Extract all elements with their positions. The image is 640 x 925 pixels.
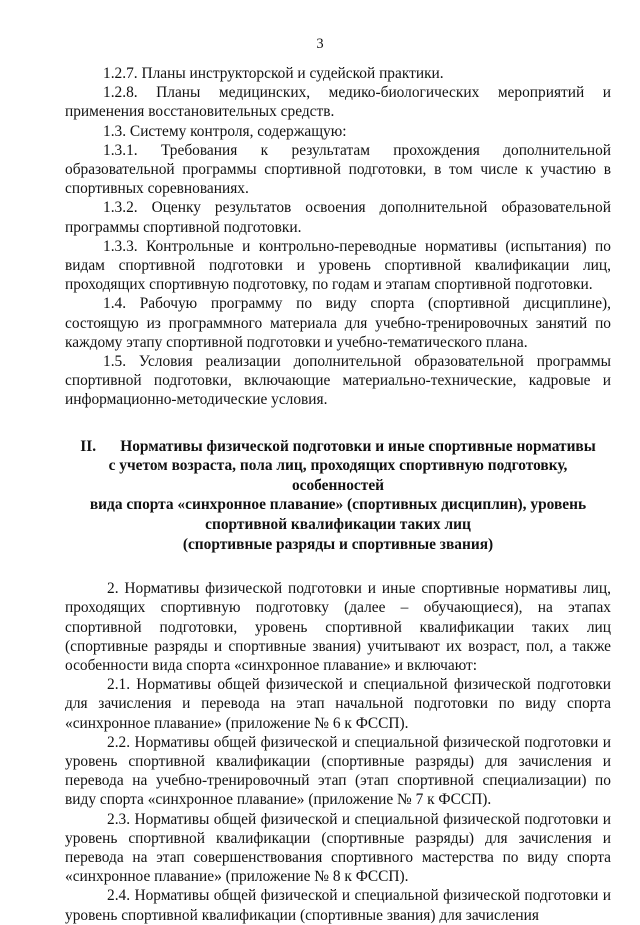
- paragraph-2-2: 2.2. Нормативы общей физической и специальной физической подготовки и уровень спортивной квалификации (спортивные разряды) для зачисления и перевода на учебно-тренировочный этап (этап спортивной специализации) по виду спорта «синхронное плавание» (приложение № 7 к ФССП).: [65, 733, 611, 809]
- section-heading-line-1: II. Нормативы физической подготовки и иные спортивные нормативы: [80, 437, 596, 455]
- page-number: 3: [316, 36, 324, 52]
- section-heading-line-2: с учетом возраста, пола лиц, проходящих спортивную подготовку, особенностей: [108, 457, 568, 494]
- paragraph-1-3: 1.3. Систему контроля, содержащую:: [103, 122, 347, 140]
- paragraph-2-3: 2.3. Нормативы общей физической и специальной физической подготовки и уровень спортивной квалификации (спортивные разряды) для зачисления и перевода на этап совершенствования спортивного мастерства по виду спорта «синхронное плавание» (приложение № 8 к ФССП).: [65, 810, 611, 886]
- section-heading-line-5: (спортивные разряды и спортивные звания): [182, 535, 494, 553]
- paragraph-2-4: 2.4. Нормативы общей физической и специальной физической подготовки и уровень спортивной квалификации (спортивные звания) для зачисления: [65, 887, 611, 924]
- paragraph-1-3-2: 1.3.2. Оценку результатов освоения дополнительной образовательной программы спортивной подготовки.: [65, 199, 611, 236]
- paragraph-1-2-7: 1.2.7. Планы инструкторской и судейской практики.: [103, 65, 444, 82]
- paragraph-2: 2. Нормативы физической подготовки и иные спортивные нормативы лиц, проходящих спортивную подготовку (далее – обучающиеся), на этапах спортивной подготовки, уровень спортивной квалификации таких лиц (спортивные разряды и спортивные звания) учитывают их возраст, пол, а также особенности вида спорта «синхронное плавание» и включают:: [65, 580, 611, 675]
- paragraph-2-1: 2.1. Нормативы общей физической и специальной физической подготовки для зачисления и перевода на этап начальной подготовки по виду спорта «синхронное плавание» (приложение № 6 к ФССП).: [65, 676, 611, 732]
- section-heading-line-3: вида спорта «синхронное плавание» (спортивных дисциплин), уровень: [89, 496, 587, 514]
- document-body: [65, 64, 611, 925]
- paragraph-1-2-8: 1.2.8. Планы медицинских, медико-биологических мероприятий и применения восстановительных средств.: [65, 84, 611, 121]
- paragraph-1-3-3: 1.3.3. Контрольные и контрольно-переводные нормативы (испытания) по видам спортивной подготовки и уровень спортивной квалификации лиц, проходящих спортивную подготовку, по годам и этапам спортивной подготовки.: [65, 237, 611, 294]
- section-number: II.: [80, 437, 97, 455]
- paragraph-1-3-1: 1.3.1. Требования к результатам прохождения дополнительной образовательной программы спортивной подготовки, в том числе к участию в спортивных соревнованиях.: [65, 141, 611, 198]
- paragraph-1-5: 1.5. Условия реализации дополнительной образовательной программы спортивной подготовки, включающие материально-технические, кадровые и информационно-методические условия.: [65, 353, 611, 409]
- paragraph-1-4: 1.4. Рабочую программу по виду спорта (спортивной дисциплине), состоящую из программного материала для учебно-тренировочных занятий по каждому этапу спортивной подготовки и учебно-тематического плана.: [65, 295, 611, 351]
- section-heading: [65, 437, 611, 555]
- section-heading-line-4: спортивной квалификации таких лиц: [205, 516, 471, 534]
